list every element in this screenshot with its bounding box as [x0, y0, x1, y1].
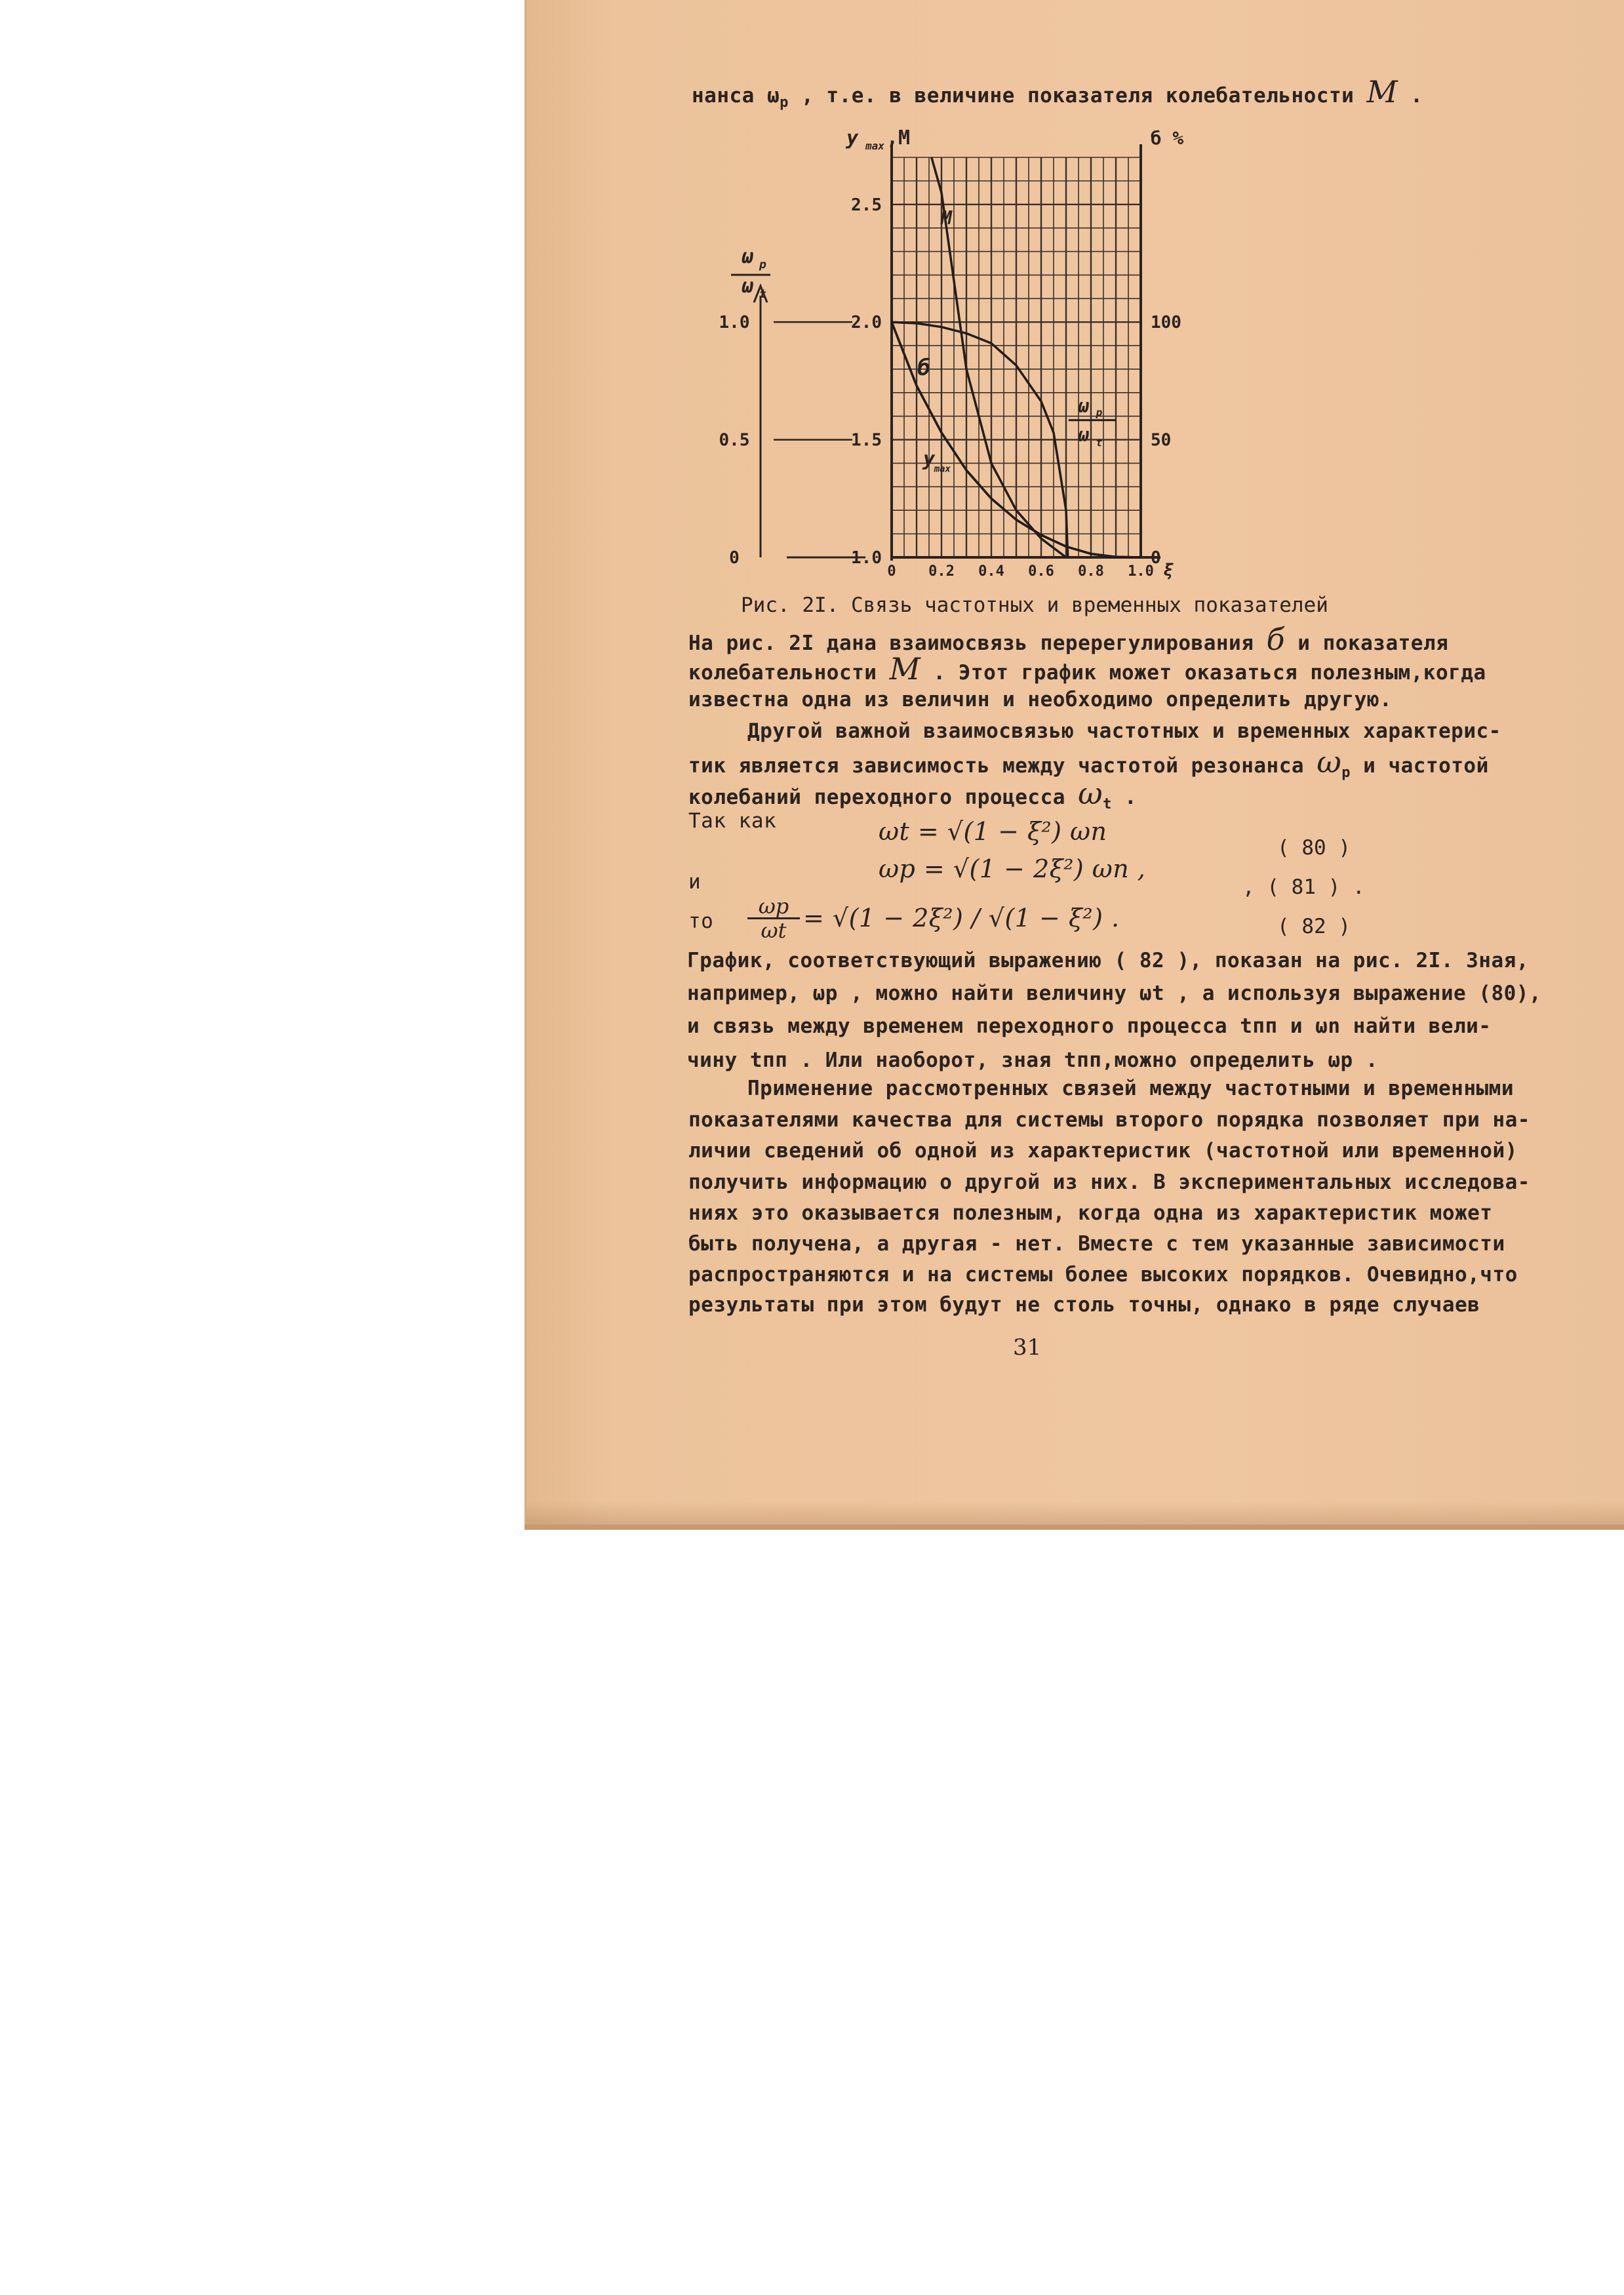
p3-line2: например, ωр , можно найти величину ωt , а используя выражение (80), — [687, 982, 1542, 1005]
right-tick-label: 100 — [1151, 313, 1181, 333]
p2-l2b: и частотой — [1363, 754, 1489, 778]
equation-81: ωр = √(1 − 2ξ²) ωn , — [879, 854, 1146, 883]
mid-axis-title: y — [846, 127, 859, 150]
x-tick-label: 0.8 — [1078, 563, 1104, 580]
left-tick-label: 0 — [729, 548, 740, 568]
p1-l2b: . Этот график может оказаться полезным,когда — [933, 661, 1486, 685]
left-label-bottom: ω — [741, 275, 754, 298]
line1-end: . — [1410, 84, 1423, 108]
then-word: то — [688, 909, 714, 933]
x-tick-label: 0.4 — [978, 563, 1004, 580]
curve-label-sigma: б — [917, 355, 931, 382]
equation-80-number: ( 80 ) — [1277, 836, 1351, 860]
curve-label-M: M — [941, 207, 953, 229]
eq82-numerator: ωр — [747, 895, 800, 919]
left-label-top-sub: р — [759, 258, 766, 272]
page-number: 31 — [1013, 1334, 1042, 1361]
x-tick-label: 1.0 — [1128, 563, 1154, 580]
p1-M: M — [889, 651, 921, 687]
eq82-denominator: ωt — [761, 918, 787, 943]
chart-marks — [719, 127, 1184, 580]
line1-start: нанса ω — [692, 84, 780, 108]
p4-line6: быть получена, а другая - нет. Вместе с тем указанные зависимости — [688, 1232, 1505, 1256]
sheet-bottom-edge — [526, 1502, 1624, 1525]
p1-l1b: и показателя — [1297, 631, 1449, 655]
p4-line1: Применение рассмотренных связей между частотными и временными — [747, 1077, 1514, 1100]
p2-omega-t: ω — [1078, 776, 1103, 811]
curve-label-ymax-sub: max — [934, 464, 951, 475]
p1-l2a: колебательности — [688, 661, 877, 685]
p2-l3a: колебаний переходного процесса — [688, 786, 1065, 809]
p2-l2a: тик является зависимость между частотой резонанса — [688, 754, 1305, 778]
right-tick-label: 50 — [1151, 430, 1172, 450]
right-tick-label: 0 — [1151, 548, 1161, 568]
p1-line2 — [688, 651, 1486, 687]
x-axis-label: ξ — [1163, 561, 1174, 580]
p2-omega-p: ω — [1317, 744, 1342, 780]
mid-tick-label: 2.5 — [851, 195, 882, 215]
mid-axis-title-sub: max — [865, 140, 884, 152]
x-tick-label: 0 — [887, 563, 896, 580]
p1-sigma: б — [1266, 622, 1286, 657]
mid-tick-label: 1.0 — [851, 548, 882, 568]
p4-line8: результаты при этом будут не столь точны, однако в ряде случаев — [688, 1293, 1480, 1317]
right-axis-title: б % — [1150, 127, 1184, 149]
p3-line3: и связь между временем переходного процесса tпп и ωn найти вели- — [687, 1014, 1492, 1038]
line1-sub: р — [780, 94, 789, 111]
curve-label-ymax: y — [922, 447, 936, 471]
line1-rest: , т.е. в величине показателя колебательности — [801, 84, 1355, 108]
p4-line7: распространяются и на системы более высоких порядков. Очевидно,что — [688, 1263, 1518, 1287]
p4-line3: личии сведений об одной из характеристик (частотной или временной) — [688, 1139, 1518, 1163]
left-label-top: ω — [741, 245, 754, 269]
p1-l1a: На рис. 2I дана взаимосвязь перерегулирования — [688, 631, 1254, 655]
p2-omega-t-sub: t — [1103, 796, 1112, 813]
x-tick-label: 0.6 — [1028, 563, 1054, 580]
equation-82: = √(1 − 2ξ²) / √(1 − ξ²) . — [803, 904, 1120, 932]
p3-line1: График, соответствующий выражению ( 82 ), показан на рис. 2I. Зная, — [687, 949, 1529, 972]
equation-81-number: , ( 81 ) . — [1242, 875, 1365, 899]
p2-l3b: . — [1124, 786, 1138, 809]
figure-caption: Рис. 2I. Связь частотных и временных показателей — [741, 593, 1328, 617]
p2-line1: Другой важной взаимосвязью частотных и временных характерис- — [747, 719, 1501, 743]
equation-80: ωt = √(1 − ξ²) ωn — [879, 817, 1107, 846]
p4-line5: ниях это оказывается полезным, когда одна из характеристик может — [688, 1201, 1493, 1225]
curve-label-ratio-bottom: ω — [1078, 424, 1090, 446]
mid-tick-label: 2.0 — [851, 313, 882, 333]
p3-line4: чину tпп . Или наоборот, зная tпп,можно определить ωр . — [687, 1048, 1378, 1072]
curve-label-ratio-top: ω — [1078, 395, 1090, 417]
left-label-bottom-sub: t — [759, 287, 766, 302]
curve-label-ratio-bottom-sub: t — [1096, 436, 1103, 449]
mid-tick-label: 1.5 — [851, 430, 882, 450]
p4-line2: показателями качества для системы второго порядка позволяет при на- — [688, 1108, 1530, 1132]
figure-21-chart — [708, 125, 1219, 597]
left-tick-label: 1.0 — [719, 313, 750, 333]
text-line-1 — [692, 74, 1423, 116]
p1-line3: известна одна из величин и необходимо определить другую. — [688, 688, 1393, 711]
equation-82-fraction — [747, 895, 800, 942]
p1-line1 — [688, 622, 1449, 657]
x-tick-label: 0.2 — [928, 563, 955, 580]
curve-label-ratio-top-sub: р — [1096, 406, 1103, 419]
p2-omega-p-sub: р — [1341, 765, 1351, 782]
left-tick-label: 0.5 — [719, 430, 750, 450]
equation-82-number: ( 82 ) — [1277, 915, 1351, 938]
and-word: и — [688, 870, 702, 894]
p4-line4: получить информацию о другой из них. В экспериментальных исследова- — [688, 1170, 1530, 1194]
line1-M: M — [1366, 74, 1398, 110]
tak-kak: Так как — [688, 809, 777, 833]
mid-axis-title-rest: ,M — [886, 127, 911, 150]
